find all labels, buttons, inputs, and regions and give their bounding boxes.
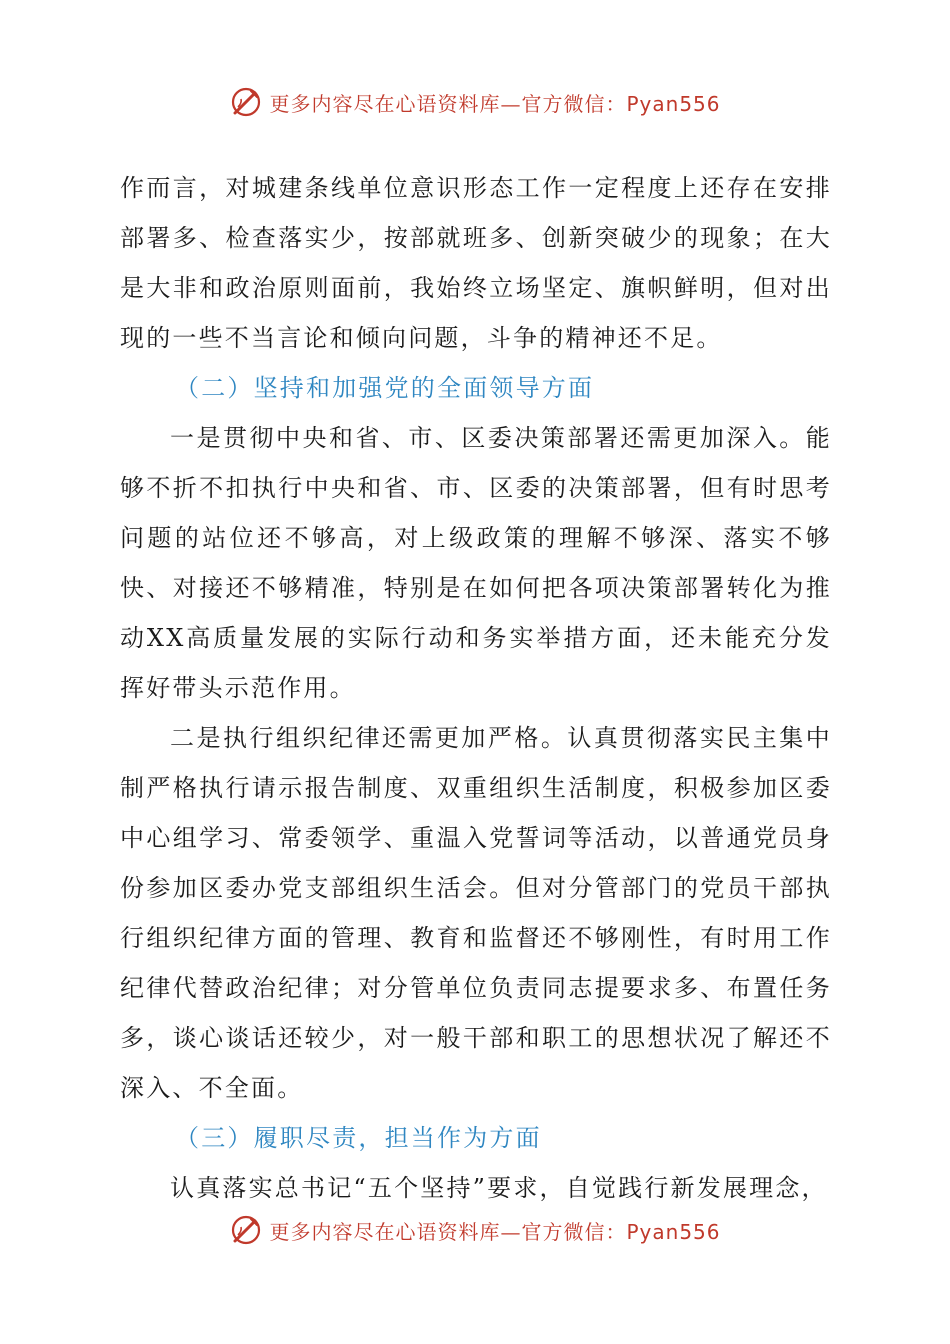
banner-wechat-id: Pyan556 — [626, 1219, 721, 1244]
banner-wechat-id: Pyan556 — [626, 91, 721, 116]
pen-logo-icon — [229, 1213, 263, 1247]
footer-banner — [0, 1210, 950, 1250]
paragraph-item-2: 二是执行组织纪律还需更加严格。认真贯彻落实民主集中制严格执行请示报告制度、双重组织生活制度，积极参加区委中心组学习、常委领学、重温入党誓词等活动，以普通党员身份参加区委办党支部组织生活会。但对分管部门的党员干部执行组织纪律方面的管理、教育和监督还不够刚性，有时用工作纪律代替政治纪律；对分管单位负责同志提要求多、布置任务多，谈心谈话还较少，对一般干部和职工的思想状况了解还不深入、不全面。 — [120, 724, 832, 1102]
banner-text — [269, 1216, 720, 1245]
banner-main-text: 更多内容尽在心语资料库—官方微信： — [269, 1219, 627, 1244]
paragraph-continuation: 作而言，对城建条线单位意识形态工作一定程度上还存在安排部署多、检查落实少，按部就班多、创新突破少的现象；在大是大非和政治原则面前，我始终立场坚定、旗帜鲜明，但对出现的一些不当言论和倾向问题，斗争的精神还不足。 — [120, 174, 832, 352]
banner-text — [269, 88, 720, 117]
paragraph-item-3: 认真落实总书记“五个坚持”要求，自觉践行新发展理念， — [170, 1174, 828, 1202]
header-banner — [0, 82, 950, 122]
section-heading-3: （三）履职尽责，担当作为方面 — [175, 1124, 542, 1152]
banner-main-text: 更多内容尽在心语资料库—官方微信： — [269, 91, 627, 116]
paragraph-item-1: 一是贯彻中央和省、市、区委决策部署还需更加深入。能够不折不扣执行中央和省、市、区委的决策部署，但有时思考问题的站位还不够高，对上级政策的理解不够深、落实不够快、对接还不够精准，特别是在如何把各项决策部署转化为推动XX高质量发展的实际行动和务实举措方面，还未能充分发挥好带头示范作用。 — [120, 424, 832, 702]
pen-logo-icon — [229, 85, 263, 119]
section-heading-2: （二）坚持和加强党的全面领导方面 — [175, 374, 595, 402]
document-body — [120, 163, 832, 1213]
